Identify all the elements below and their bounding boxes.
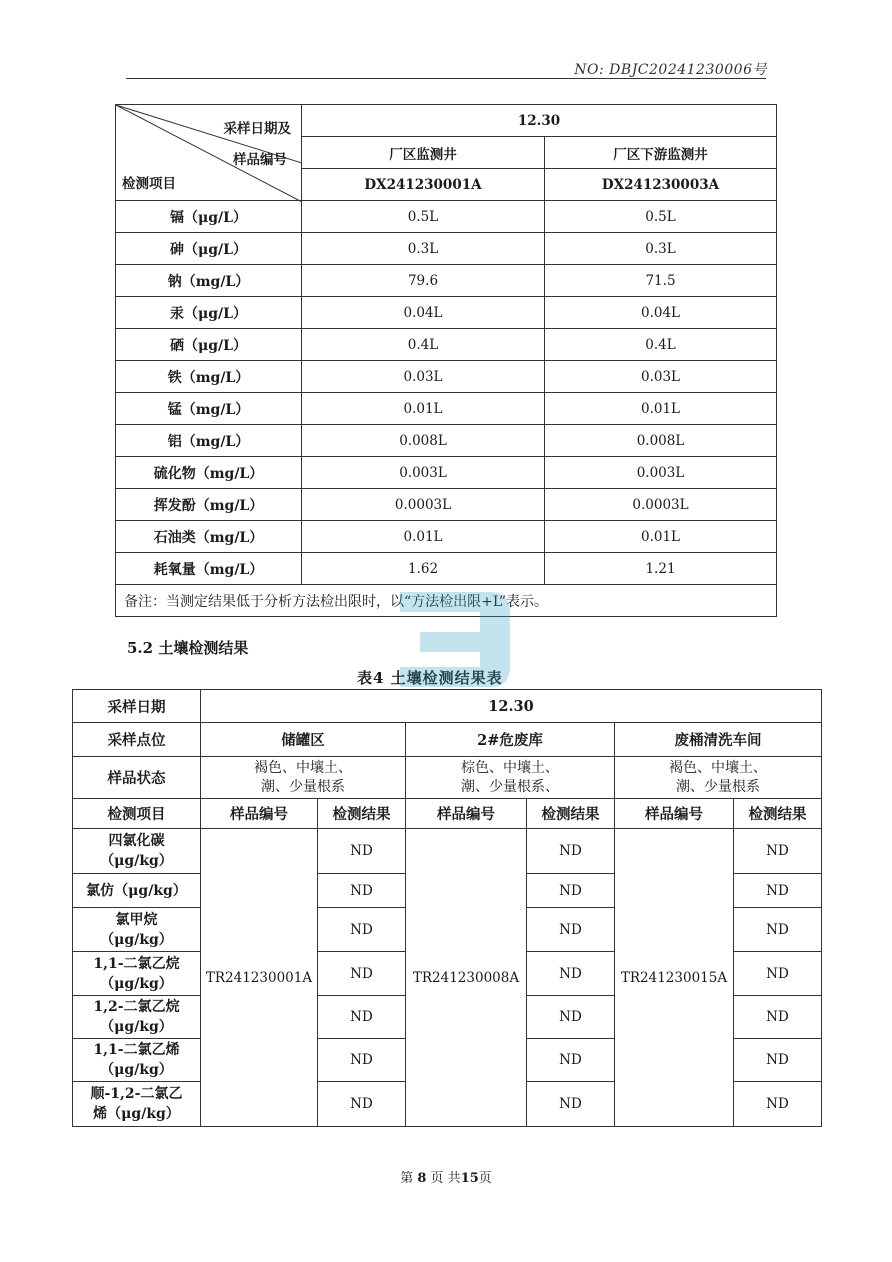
sample-state-1 [201, 757, 406, 799]
label-sampling-date: 采样日期 [73, 690, 201, 723]
result-value: ND [318, 829, 406, 874]
result-value: ND [734, 874, 822, 908]
section-title: 5.2 土壤检测结果 [127, 639, 249, 657]
state-line: 棕色、中壤土、 [461, 759, 559, 776]
table-row [73, 829, 822, 874]
result-value: ND [318, 908, 406, 952]
result-value: 1.62 [302, 553, 545, 585]
site-3: 废桶清洗车间 [615, 723, 822, 757]
table-row [116, 201, 777, 233]
result-value: 0.01L [302, 521, 545, 553]
test-item [73, 829, 201, 874]
result-value: ND [734, 1039, 822, 1082]
label-result-2: 检测结果 [527, 799, 615, 829]
table4-title: 表4 土壤检测结果表 [357, 669, 503, 687]
sample-id-1: DX241230001A [302, 169, 545, 201]
result-value: 0.3L [302, 233, 545, 265]
test-item: 钠（mg/L） [116, 265, 302, 297]
label-sample-state: 样品状态 [73, 757, 201, 799]
result-value: ND [527, 1039, 615, 1082]
result-value: 0.03L [545, 361, 777, 393]
result-value: 0.008L [545, 425, 777, 457]
test-item [73, 952, 201, 996]
result-value: 0.01L [302, 393, 545, 425]
test-item-line: 氯仿（μg/kg） [86, 882, 187, 899]
result-value: 0.03L [302, 361, 545, 393]
test-item-line: （μg/kg） [100, 1062, 173, 1078]
table-row [116, 233, 777, 265]
test-item-line: 四氯化碳 [108, 833, 165, 849]
report-number: NO: DBJC20241230006号 [574, 62, 767, 78]
test-item: 锰（mg/L） [116, 393, 302, 425]
result-value: 1.21 [545, 553, 777, 585]
state-line: 潮、少量根系 [676, 778, 760, 795]
result-value: ND [734, 908, 822, 952]
footer-suffix: 页 [478, 1171, 492, 1186]
site-2: 2#危废库 [406, 723, 615, 757]
test-item-line: （μg/kg） [100, 975, 173, 992]
result-value: 0.4L [545, 329, 777, 361]
result-value: ND [734, 829, 822, 874]
result-value: ND [734, 996, 822, 1039]
soil-sample-id-3: TR241230015A [615, 829, 734, 1127]
result-value: 0.5L [545, 201, 777, 233]
result-value: ND [527, 1082, 615, 1127]
test-item: 镉（μg/L） [116, 201, 302, 233]
result-value: ND [318, 952, 406, 996]
state-line: 潮、少量根系、 [461, 778, 559, 795]
table-row [116, 457, 777, 489]
sampling-date: 12.30 [302, 105, 777, 137]
result-value: ND [527, 908, 615, 952]
test-item [73, 874, 201, 908]
test-item: 砷（μg/L） [116, 233, 302, 265]
test-item: 耗氧量（mg/L） [116, 553, 302, 585]
test-item-line: （μg/kg） [100, 1019, 173, 1035]
result-value: ND [527, 829, 615, 874]
label-test-item: 检测项目 [73, 799, 201, 829]
test-item-line: 1,1-二氯乙烯 [93, 1042, 180, 1058]
result-value: ND [734, 952, 822, 996]
sample-state-3 [615, 757, 822, 799]
table-note: 备注：当测定结果低于分析方法检出限时，以“方法检出限+L”表示。 [116, 585, 777, 617]
result-value: ND [734, 1082, 822, 1127]
result-value: 0.01L [545, 393, 777, 425]
state-line: 褐色、中壤土、 [669, 759, 767, 776]
result-value: 0.04L [302, 297, 545, 329]
test-item: 石油类（mg/L） [116, 521, 302, 553]
result-value: 0.01L [545, 521, 777, 553]
soil-results-table [72, 689, 822, 1127]
test-item-line: 1,1-二氯乙烷 [93, 955, 180, 972]
groundwater-results-table [115, 104, 777, 617]
result-value: 0.04L [545, 297, 777, 329]
result-value: ND [527, 952, 615, 996]
result-value: 0.003L [302, 457, 545, 489]
test-item-line: 顺-1,2-二氯乙 [90, 1086, 183, 1102]
result-value: ND [527, 874, 615, 908]
test-item-line: （μg/kg） [100, 931, 173, 948]
test-item [73, 908, 201, 952]
state-line: 褐色、中壤土、 [254, 759, 352, 776]
test-item: 铁（mg/L） [116, 361, 302, 393]
label-sample-id-3: 样品编号 [615, 799, 734, 829]
test-item [73, 1082, 201, 1127]
table-row [116, 265, 777, 297]
result-value: 0.5L [302, 201, 545, 233]
test-item-line: 1,2-二氯乙烷 [93, 999, 180, 1015]
page-number: 8 [417, 1171, 427, 1186]
test-item [73, 996, 201, 1039]
table-row [116, 361, 777, 393]
test-item-line: 烯（μg/kg） [93, 1106, 180, 1122]
test-item: 铝（mg/L） [116, 425, 302, 457]
footer-mid: 页 共 [430, 1171, 461, 1186]
corner-label-item: 检测项目 [122, 176, 176, 192]
location-2: 厂区下游监测井 [545, 137, 777, 169]
test-item: 汞（μg/L） [116, 297, 302, 329]
result-value: ND [318, 874, 406, 908]
table-row [116, 329, 777, 361]
result-value: ND [527, 996, 615, 1039]
result-value: 0.4L [302, 329, 545, 361]
label-result-3: 检测结果 [734, 799, 822, 829]
sample-state-2 [406, 757, 615, 799]
test-item: 挥发酚（mg/L） [116, 489, 302, 521]
table-row [116, 553, 777, 585]
total-pages: 15 [460, 1171, 479, 1186]
test-item: 硫化物（mg/L） [116, 457, 302, 489]
test-item: 硒（μg/L） [116, 329, 302, 361]
state-line: 潮、少量根系 [261, 778, 345, 795]
result-value: ND [318, 1039, 406, 1082]
table-row [116, 521, 777, 553]
header-divider [126, 78, 766, 79]
result-value: 0.0003L [302, 489, 545, 521]
soil-sampling-date: 12.30 [201, 690, 822, 723]
sample-id-2: DX241230003A [545, 169, 777, 201]
corner-label-sample-id: 样品编号 [233, 152, 287, 168]
result-value: ND [318, 1082, 406, 1127]
label-sample-id-1: 样品编号 [201, 799, 318, 829]
result-value: 0.003L [545, 457, 777, 489]
soil-sample-id-2: TR241230008A [406, 829, 527, 1127]
test-item-line: （μg/kg） [100, 853, 173, 869]
location-1: 厂区监测井 [302, 137, 545, 169]
table-row [116, 489, 777, 521]
test-item-line: 氯甲烷 [115, 911, 158, 928]
soil-rows [73, 829, 822, 1127]
site-1: 储罐区 [201, 723, 406, 757]
result-value: 79.6 [302, 265, 545, 297]
label-sampling-site: 采样点位 [73, 723, 201, 757]
soil-sample-id-1: TR241230001A [201, 829, 318, 1127]
groundwater-rows [116, 201, 777, 585]
result-value: ND [318, 996, 406, 1039]
page-footer [0, 1167, 892, 1186]
table-row [116, 425, 777, 457]
label-sample-id-2: 样品编号 [406, 799, 527, 829]
result-value: 0.3L [545, 233, 777, 265]
table-row [116, 297, 777, 329]
table-row [116, 393, 777, 425]
result-value: 0.0003L [545, 489, 777, 521]
result-value: 0.008L [302, 425, 545, 457]
label-result-1: 检测结果 [318, 799, 406, 829]
result-value: 71.5 [545, 265, 777, 297]
footer-prefix: 第 [400, 1171, 414, 1186]
test-item [73, 1039, 201, 1082]
corner-label-date: 采样日期及 [223, 121, 291, 137]
table-corner-header [116, 105, 302, 201]
